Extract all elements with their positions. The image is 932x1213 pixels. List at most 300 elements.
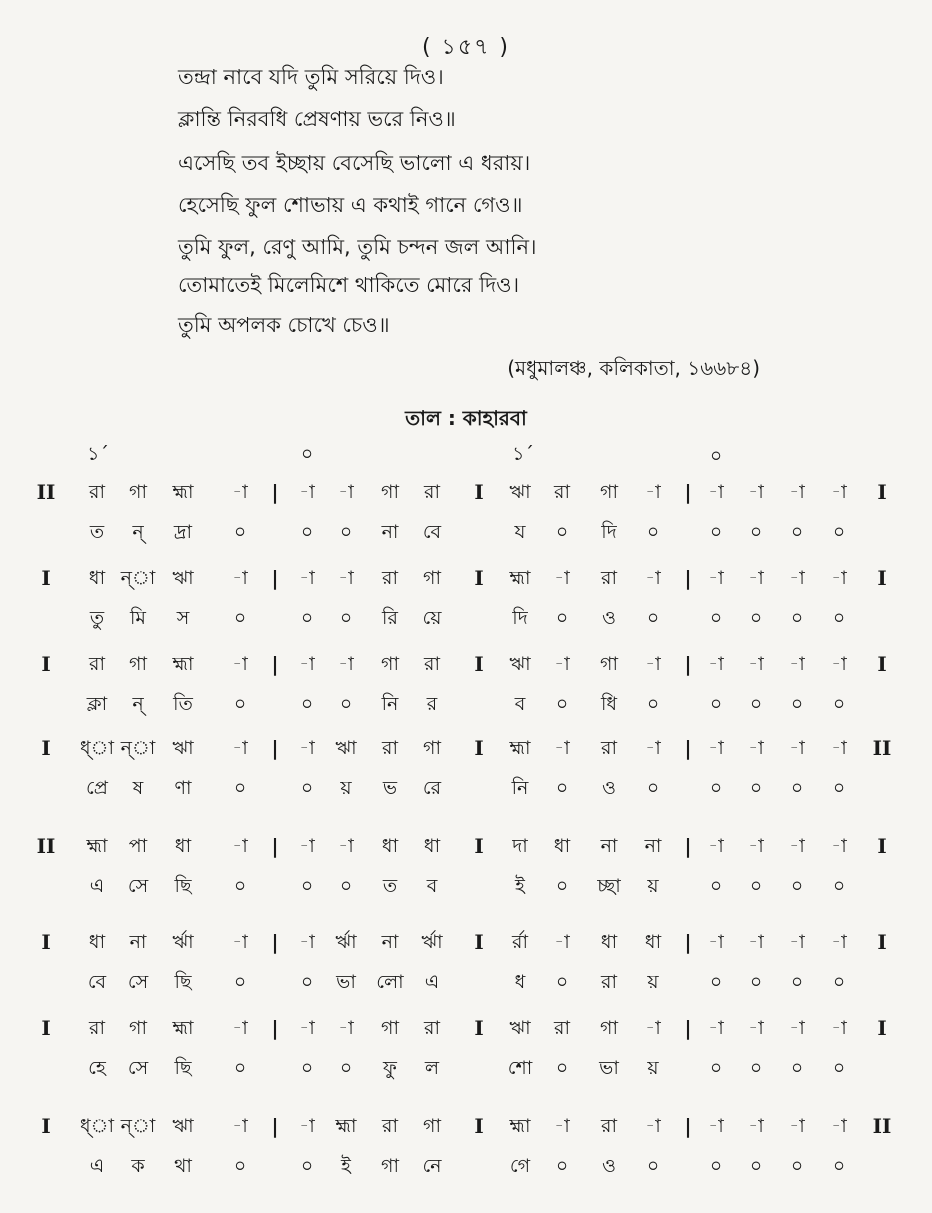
row-end-bar: I — [877, 834, 887, 858]
lyric-syllable: দি — [601, 521, 617, 543]
lyric-syllable: ০ — [555, 1057, 569, 1079]
swara-note: -া — [748, 737, 764, 759]
swara-note: ঋা — [509, 1017, 531, 1039]
row-start-bar: II — [36, 480, 56, 504]
lyric-syllable: ও — [602, 777, 616, 799]
swara-note: -া — [708, 481, 724, 503]
lyric-syllable: ত — [89, 521, 105, 543]
swara-note: -া — [232, 481, 248, 503]
lyric-syllable: ব — [426, 875, 438, 897]
lyric-syllable: ০ — [832, 777, 846, 799]
lyric-syllable: ০ — [233, 1057, 247, 1079]
lyric-syllable: শো — [507, 1057, 533, 1079]
swara-note: রা — [554, 481, 570, 503]
lyric-syllable: ০ — [709, 607, 723, 629]
lyric-syllable: ০ — [233, 875, 247, 897]
swara-note: হ্মা — [509, 1115, 531, 1137]
lyric-syllable: ০ — [709, 777, 723, 799]
swara-note: হ্মা — [172, 481, 194, 503]
lyric-syllable: য় — [647, 875, 659, 897]
lyric-syllable: ০ — [339, 607, 353, 629]
row-end-bar: I — [877, 1016, 887, 1040]
lyric-syllable: রে — [422, 777, 442, 799]
row-end-bar: I — [877, 652, 887, 676]
division-bar: I — [474, 480, 484, 504]
lyric-syllable: য় — [340, 777, 352, 799]
swara-note: ধা — [644, 931, 662, 953]
lyric-syllable: ছি — [174, 971, 192, 993]
lyric-syllable: ছি — [174, 1057, 192, 1079]
beat-mark: ১´ — [87, 443, 109, 465]
swara-note: ধ্া — [80, 737, 114, 759]
poem-line: হেসেছি ফুল শোভায় এ কথাই গানে গেও॥ — [178, 193, 523, 217]
swara-note: পা — [128, 835, 148, 857]
swara-note: রা — [601, 567, 617, 589]
lyric-syllable: গা — [381, 1155, 399, 1177]
swara-note: না — [600, 835, 618, 857]
swara-note: রা — [601, 1115, 617, 1137]
lyric-syllable: ০ — [790, 521, 804, 543]
swara-note: -া — [789, 737, 805, 759]
swara-note: ন্া — [120, 567, 156, 589]
lyric-syllable: তু — [89, 607, 105, 629]
swara-note: হ্মা — [509, 737, 531, 759]
swara-note: -া — [338, 653, 354, 675]
swara-note: -া — [708, 1115, 724, 1137]
division-bar: I — [474, 1016, 484, 1040]
lyric-syllable: ০ — [749, 1057, 763, 1079]
lyric-syllable: ০ — [646, 1155, 660, 1177]
swara-note: -া — [232, 931, 248, 953]
lyric-syllable: ও — [602, 1155, 616, 1177]
swara-note: -া — [748, 481, 764, 503]
lyric-syllable: ০ — [646, 693, 660, 715]
lyric-syllable: ০ — [300, 971, 314, 993]
lyric-syllable: ধ — [514, 971, 526, 993]
lyric-syllable: গে — [509, 1155, 531, 1177]
lyric-syllable: য়ে — [422, 607, 442, 629]
division-bar: | — [684, 736, 692, 760]
swara-note: র্রা — [512, 931, 528, 953]
lyric-syllable: ০ — [709, 971, 723, 993]
swara-note: -া — [338, 567, 354, 589]
swara-note: -া — [831, 931, 847, 953]
swara-note: -া — [789, 931, 805, 953]
swara-note: রা — [601, 737, 617, 759]
taal-heading: তাল : কাহারবা — [405, 406, 527, 430]
lyric-syllable: ভ — [382, 777, 398, 799]
swara-note: -া — [831, 835, 847, 857]
lyric-syllable: ছি — [174, 875, 192, 897]
swara-note: -া — [708, 1017, 724, 1039]
lyric-syllable: য় — [647, 1057, 659, 1079]
division-bar: | — [271, 834, 279, 858]
swara-note: গা — [129, 653, 147, 675]
swara-note: গা — [381, 481, 399, 503]
swara-note: -া — [299, 653, 315, 675]
lyric-syllable: ০ — [749, 521, 763, 543]
lyric-syllable: ০ — [832, 1155, 846, 1177]
swara-note: গা — [600, 1017, 618, 1039]
lyric-syllable: থা — [174, 1155, 192, 1177]
division-bar: I — [474, 652, 484, 676]
swara-note: গা — [129, 481, 147, 503]
swara-note: রা — [89, 1017, 105, 1039]
lyric-syllable: ০ — [790, 1057, 804, 1079]
swara-note: -া — [708, 835, 724, 857]
swara-note: রা — [424, 481, 440, 503]
division-bar: | — [684, 1016, 692, 1040]
lyric-syllable: ন্ — [132, 521, 144, 543]
row-end-bar: I — [877, 566, 887, 590]
swara-note: -া — [232, 737, 248, 759]
lyric-syllable: ভা — [599, 1057, 619, 1079]
division-bar: | — [271, 1016, 279, 1040]
swara-note: -া — [232, 835, 248, 857]
lyric-syllable: ০ — [790, 693, 804, 715]
row-start-bar: I — [41, 930, 51, 954]
lyric-syllable: ০ — [749, 777, 763, 799]
lyric-syllable: ০ — [749, 971, 763, 993]
swara-note: -া — [831, 737, 847, 759]
lyric-syllable: ০ — [790, 971, 804, 993]
swara-note: ন্া — [120, 1115, 156, 1137]
poem-line: তোমাতেই মিলেমিশে থাকিতে মোরে দিও। — [178, 273, 520, 297]
lyric-syllable: ০ — [300, 875, 314, 897]
division-bar: I — [474, 1114, 484, 1138]
lyric-syllable: লো — [376, 971, 404, 993]
swara-note: ঋা — [172, 737, 194, 759]
swara-note: -া — [831, 653, 847, 675]
division-bar: | — [684, 652, 692, 676]
poem-line: তুমি ফুল, রেণু আমি, তুমি চন্দন জল আনি। — [178, 235, 537, 259]
poem-line: তুমি অপলক চোখে চেও॥ — [178, 313, 390, 337]
swara-note: -া — [299, 1017, 315, 1039]
swara-note: না — [129, 931, 147, 953]
lyric-syllable: ০ — [749, 1155, 763, 1177]
swara-note: রা — [424, 653, 440, 675]
division-bar: I — [474, 736, 484, 760]
division-bar: | — [684, 1114, 692, 1138]
swara-note: ধা — [381, 835, 399, 857]
division-bar: | — [271, 930, 279, 954]
lyric-syllable: ০ — [790, 607, 804, 629]
lyric-syllable: প্রে — [86, 777, 108, 799]
swara-note: -া — [831, 1115, 847, 1137]
lyric-syllable: ০ — [709, 1155, 723, 1177]
lyric-syllable: ০ — [790, 1155, 804, 1177]
lyric-syllable: ০ — [233, 1155, 247, 1177]
swara-note: -া — [789, 835, 805, 857]
lyric-syllable: ০ — [709, 521, 723, 543]
lyric-syllable: ০ — [646, 521, 660, 543]
swara-note: -া — [831, 1017, 847, 1039]
lyric-syllable: ০ — [300, 777, 314, 799]
swara-note: র্ঋা — [335, 931, 357, 953]
lyric-syllable: বে — [422, 521, 442, 543]
division-bar: | — [684, 930, 692, 954]
swara-note: -া — [299, 1115, 315, 1137]
lyric-syllable: বে — [87, 971, 107, 993]
lyric-syllable: ০ — [749, 607, 763, 629]
lyric-syllable: র — [426, 693, 438, 715]
swara-note: -া — [645, 1017, 661, 1039]
swara-note: ঋা — [335, 737, 357, 759]
lyric-syllable: ০ — [832, 1057, 846, 1079]
lyric-syllable: ০ — [832, 607, 846, 629]
swara-note: -া — [748, 835, 764, 857]
swara-note: রা — [382, 737, 398, 759]
beat-mark: ১´ — [512, 443, 534, 465]
division-bar: | — [271, 566, 279, 590]
swara-note: গা — [600, 653, 618, 675]
lyric-syllable: ০ — [300, 1155, 314, 1177]
swara-note: -া — [299, 567, 315, 589]
lyric-syllable: ০ — [646, 777, 660, 799]
row-end-bar: II — [872, 1114, 892, 1138]
swara-note: রা — [554, 1017, 570, 1039]
swara-note: ঋা — [509, 653, 531, 675]
swara-note: গা — [423, 1115, 441, 1137]
lyric-syllable: ণা — [174, 777, 192, 799]
page-number: ( ১৫৭ ) — [421, 35, 510, 60]
swara-note: -া — [338, 1017, 354, 1039]
lyric-syllable: ই — [515, 875, 525, 897]
lyric-syllable: ০ — [300, 607, 314, 629]
lyric-syllable: ব — [514, 693, 526, 715]
swara-note: -া — [789, 481, 805, 503]
lyric-syllable: এ — [89, 875, 105, 897]
division-bar: I — [474, 834, 484, 858]
poem-line: ক্লান্তি নিরবধি প্রেষণায় ভরে নিও॥ — [178, 107, 456, 131]
lyric-syllable: হে — [88, 1057, 106, 1079]
lyric-syllable: ০ — [555, 607, 569, 629]
lyric-syllable: না — [381, 521, 399, 543]
lyric-syllable: ভা — [336, 971, 356, 993]
division-bar: | — [684, 834, 692, 858]
source-citation: (মধুমালঞ্চ, কলিকাতা, ১৬৬৮৪) — [507, 356, 760, 380]
row-end-bar: I — [877, 930, 887, 954]
lyric-syllable: ০ — [233, 971, 247, 993]
lyric-syllable: ০ — [832, 693, 846, 715]
swara-note: দা — [512, 835, 528, 857]
swara-note: গা — [381, 1017, 399, 1039]
swara-note: ধা — [174, 835, 192, 857]
swara-note: -া — [708, 653, 724, 675]
lyric-syllable: সে — [127, 971, 149, 993]
swara-note: হ্মা — [172, 1017, 194, 1039]
swara-note: ন্া — [120, 737, 156, 759]
lyric-syllable: নে — [422, 1155, 442, 1177]
swara-note: হ্মা — [86, 835, 108, 857]
lyric-syllable: ০ — [555, 875, 569, 897]
swara-note: -া — [554, 567, 570, 589]
lyric-syllable: ০ — [339, 875, 353, 897]
swara-note: -া — [748, 931, 764, 953]
swara-note: হ্মা — [172, 653, 194, 675]
swara-note: -া — [748, 567, 764, 589]
lyric-syllable: ত — [382, 875, 398, 897]
division-bar: | — [271, 1114, 279, 1138]
swara-note: -া — [554, 737, 570, 759]
lyric-syllable: ০ — [300, 521, 314, 543]
swara-note: -া — [554, 931, 570, 953]
lyric-syllable: ০ — [709, 693, 723, 715]
lyric-syllable: ও — [602, 607, 616, 629]
lyric-syllable: নি — [511, 777, 529, 799]
lyric-syllable: ০ — [233, 607, 247, 629]
poem-line: তন্দ্রা নাবে যদি তুমি সরিয়ে দিও। — [178, 65, 444, 89]
swara-note: গা — [600, 481, 618, 503]
swara-note: -া — [299, 835, 315, 857]
swara-note: -া — [645, 567, 661, 589]
lyric-syllable: য় — [647, 971, 659, 993]
swara-note: র্ঋা — [172, 931, 194, 953]
lyric-syllable: য — [514, 521, 526, 543]
lyric-syllable: ০ — [646, 607, 660, 629]
lyric-syllable: দি — [512, 607, 528, 629]
swara-note: -া — [232, 567, 248, 589]
division-bar: | — [271, 652, 279, 676]
swara-note: -া — [789, 653, 805, 675]
lyric-syllable: ০ — [555, 971, 569, 993]
beat-mark: ০ — [709, 445, 723, 467]
swara-note: হ্মা — [335, 1115, 357, 1137]
swara-note: র্ঋা — [421, 931, 443, 953]
lyric-syllable: ০ — [709, 875, 723, 897]
swara-note: -া — [645, 1115, 661, 1137]
lyric-syllable: ০ — [832, 521, 846, 543]
swara-note: -া — [708, 931, 724, 953]
beat-mark: ০ — [300, 443, 314, 465]
swara-note: -া — [708, 737, 724, 759]
swara-note: রা — [382, 567, 398, 589]
lyric-syllable: ক্লা — [86, 693, 108, 715]
row-start-bar: I — [41, 652, 51, 676]
lyric-syllable: ক — [131, 1155, 145, 1177]
lyric-syllable: ০ — [555, 521, 569, 543]
lyric-syllable: ০ — [832, 875, 846, 897]
lyric-syllable: ০ — [709, 1057, 723, 1079]
lyric-syllable: সে — [127, 1057, 149, 1079]
swara-note: না — [381, 931, 399, 953]
swara-note: রা — [89, 481, 105, 503]
lyric-syllable: ০ — [300, 1057, 314, 1079]
swara-note: -া — [789, 1017, 805, 1039]
lyric-syllable: ল — [424, 1057, 440, 1079]
swara-note: -া — [338, 835, 354, 857]
division-bar: I — [474, 930, 484, 954]
division-bar: | — [684, 566, 692, 590]
lyric-syllable: চ্ছা — [597, 875, 621, 897]
lyric-syllable: ষ — [132, 777, 144, 799]
swara-note: -া — [645, 653, 661, 675]
lyric-syllable: ০ — [339, 1057, 353, 1079]
lyric-syllable: রি — [382, 607, 398, 629]
swara-note: -া — [299, 481, 315, 503]
lyric-syllable: ০ — [233, 693, 247, 715]
lyric-syllable: ই — [341, 1155, 351, 1177]
swara-note: না — [644, 835, 662, 857]
lyric-syllable: স — [176, 607, 190, 629]
swara-note: -া — [232, 1017, 248, 1039]
lyric-syllable: রা — [601, 971, 617, 993]
row-start-bar: I — [41, 736, 51, 760]
lyric-syllable: ০ — [300, 693, 314, 715]
lyric-syllable: এ — [424, 971, 440, 993]
lyric-syllable: ০ — [749, 875, 763, 897]
row-start-bar: I — [41, 566, 51, 590]
swara-note: গা — [423, 567, 441, 589]
swara-note: রা — [89, 653, 105, 675]
swara-note: ধা — [600, 931, 618, 953]
swara-note: -া — [831, 567, 847, 589]
swara-note: ধা — [88, 567, 106, 589]
swara-note: -া — [748, 1115, 764, 1137]
lyric-syllable: ০ — [555, 1155, 569, 1177]
lyric-syllable: ০ — [790, 875, 804, 897]
swara-note: রা — [424, 1017, 440, 1039]
swara-note: -া — [789, 567, 805, 589]
lyric-syllable: এ — [89, 1155, 105, 1177]
division-bar: | — [684, 480, 692, 504]
lyric-syllable: ধি — [600, 693, 618, 715]
lyric-syllable: ০ — [233, 777, 247, 799]
swara-note: ঋা — [509, 481, 531, 503]
swara-note: ধা — [553, 835, 571, 857]
swara-note: ঋা — [172, 1115, 194, 1137]
lyric-syllable: ০ — [339, 521, 353, 543]
row-start-bar: I — [41, 1016, 51, 1040]
swara-note: -া — [554, 1115, 570, 1137]
lyric-syllable: ০ — [790, 777, 804, 799]
lyric-syllable: নি — [381, 693, 399, 715]
swara-note: গা — [129, 1017, 147, 1039]
swara-note: -া — [645, 481, 661, 503]
lyric-syllable: ন্ — [132, 693, 144, 715]
swara-note: -া — [232, 1115, 248, 1137]
swara-note: হ্মা — [509, 567, 531, 589]
swara-note: রা — [382, 1115, 398, 1137]
swara-note: -া — [748, 1017, 764, 1039]
lyric-syllable: ০ — [749, 693, 763, 715]
swara-note: -া — [299, 737, 315, 759]
row-end-bar: II — [872, 736, 892, 760]
swara-note: -া — [748, 653, 764, 675]
swara-note: -া — [789, 1115, 805, 1137]
swara-note: ধা — [423, 835, 441, 857]
lyric-syllable: ০ — [832, 971, 846, 993]
swara-note: -া — [232, 653, 248, 675]
lyric-syllable: ০ — [233, 521, 247, 543]
swara-note: -া — [645, 737, 661, 759]
row-end-bar: I — [877, 480, 887, 504]
lyric-syllable: দ্রা — [173, 521, 193, 543]
swara-note: -া — [554, 653, 570, 675]
poem-line: এসেছি তব ইচ্ছায় বেসেছি ভালো এ ধরায়। — [178, 151, 531, 175]
lyric-syllable: ০ — [555, 693, 569, 715]
swara-note: -া — [299, 931, 315, 953]
swara-note: ধ্া — [80, 1115, 114, 1137]
swara-note: -া — [831, 481, 847, 503]
swara-note: ধা — [88, 931, 106, 953]
row-start-bar: I — [41, 1114, 51, 1138]
swara-note: ঋা — [172, 567, 194, 589]
lyric-syllable: মি — [130, 607, 146, 629]
lyric-syllable: ০ — [339, 693, 353, 715]
lyric-syllable: ফু — [383, 1057, 397, 1079]
lyric-syllable: সে — [127, 875, 149, 897]
